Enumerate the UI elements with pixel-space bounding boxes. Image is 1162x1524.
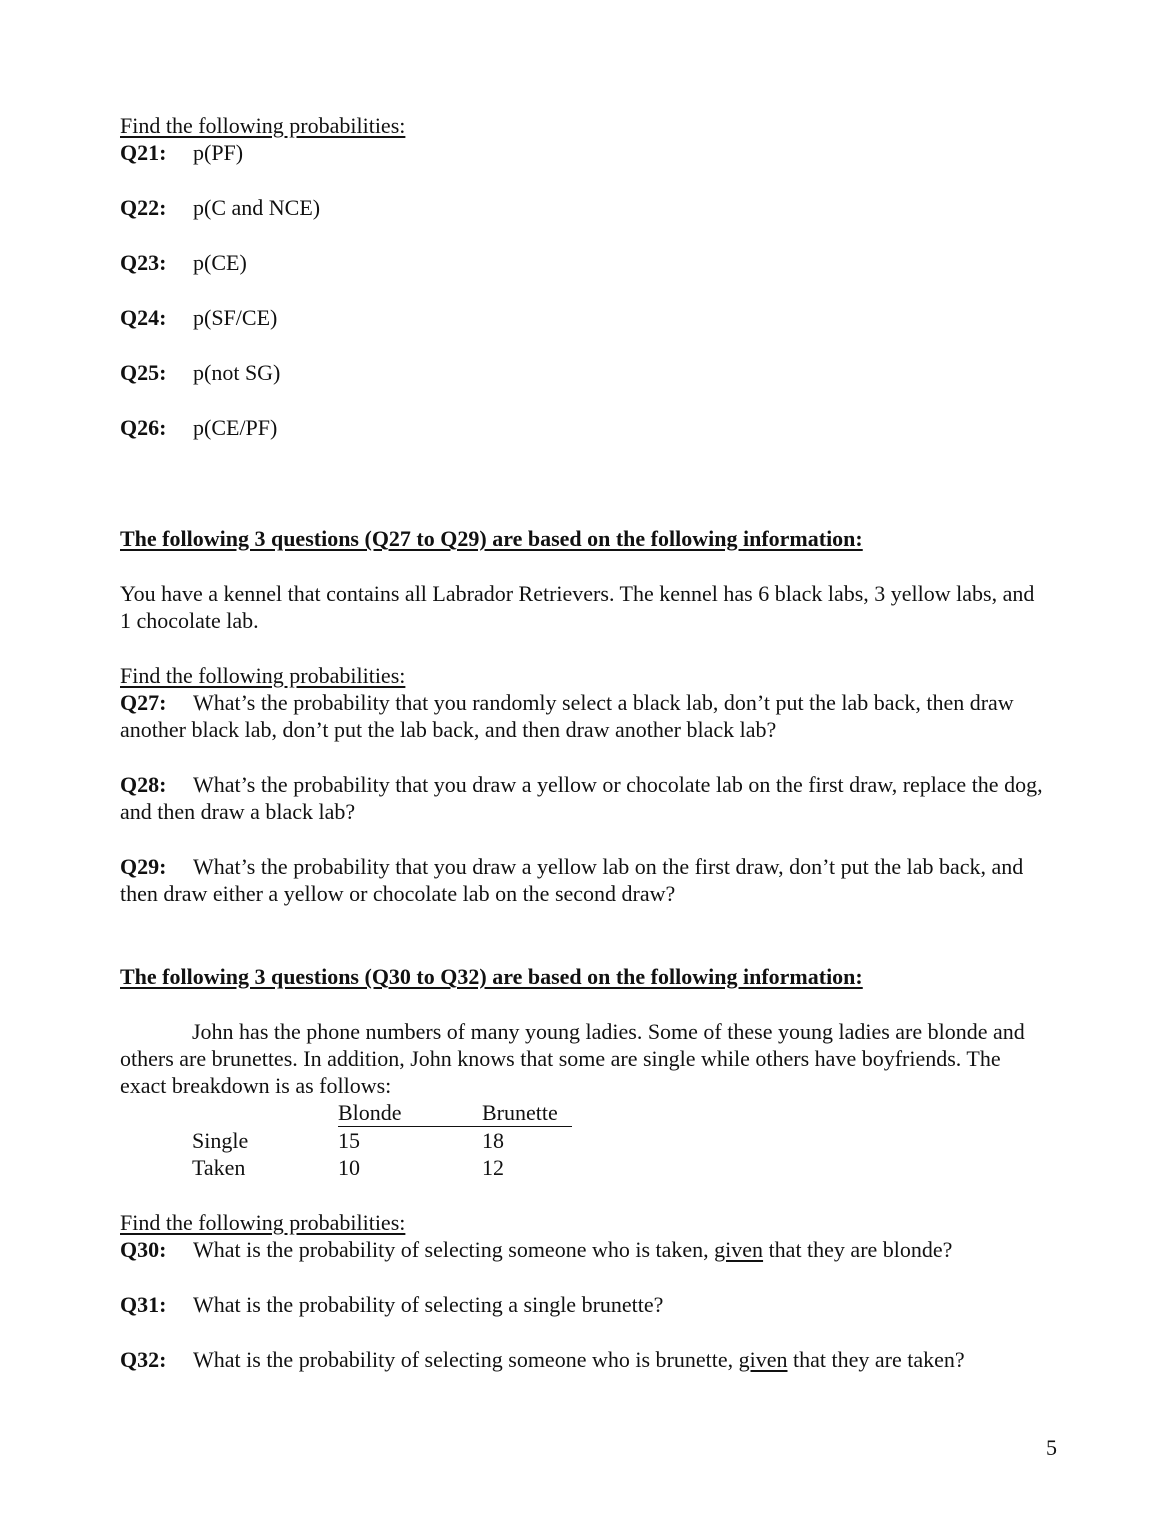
question-q29	[120, 853, 1045, 907]
question-label: Q30:	[120, 1237, 167, 1262]
find-probabilities-label: Find the following probabilities:	[120, 1210, 406, 1235]
question-q24	[120, 304, 1045, 331]
question-text: p(C and NCE)	[193, 195, 321, 220]
breakdown-table	[192, 1099, 572, 1181]
question-q25	[120, 359, 1045, 386]
question-q28	[120, 771, 1045, 825]
question-label: Q32:	[120, 1347, 167, 1372]
find-probabilities-label: Find the following probabilities:	[120, 113, 406, 138]
question-label: Q24:	[120, 305, 167, 330]
cell-taken-blonde: 10	[338, 1155, 360, 1180]
table-row	[192, 1127, 572, 1155]
kennel-intro-paragraph: You have a kennel that contains all Labrador Retrievers. The kennel has 6 black labs, 3 yellow labs, and 1 chocolate lab.	[120, 581, 1035, 633]
question-text: What’s the probability that you draw a yellow lab on the first draw, don’t put the lab back, and then draw either a yellow or chocolate lab on the second draw?	[120, 854, 1024, 906]
question-text: What’s the probability that you randomly select a black lab, don’t put the lab back, then draw another black lab, don’t put the lab back, and then draw another black lab?	[120, 690, 1014, 742]
question-text: p(CE)	[193, 250, 247, 275]
question-label: Q27:	[120, 690, 167, 715]
question-text: What is the probability of selecting a single brunette?	[193, 1292, 664, 1317]
table-row	[192, 1154, 572, 1181]
question-text-after: that they are taken?	[787, 1347, 965, 1372]
question-text: p(CE/PF)	[193, 415, 278, 440]
question-emphasis: given	[738, 1347, 788, 1372]
question-label: Q21:	[120, 140, 167, 165]
column-header-brunette: Brunette	[482, 1099, 572, 1127]
question-text-before: What is the probability of selecting someone who is brunette,	[193, 1347, 739, 1372]
question-text-before: What is the probability of selecting someone who is taken,	[193, 1237, 715, 1262]
cell-single-blonde: 15	[338, 1128, 360, 1153]
question-q23	[120, 249, 1045, 276]
question-emphasis: given	[714, 1237, 764, 1262]
question-q21	[120, 139, 1045, 166]
question-label: Q23:	[120, 250, 167, 275]
document-page	[120, 112, 1045, 1373]
question-text: p(PF)	[193, 140, 244, 165]
question-label: Q28:	[120, 772, 167, 797]
column-header-blonde: Blonde	[338, 1099, 482, 1127]
table-header-row	[192, 1099, 572, 1127]
john-intro-paragraph: John has the phone numbers of many young ladies. Some of these young ladies are blonde and others are brunettes. In addition, John knows that some are single while others have boyfriends. The exact breakdown is as follows:	[120, 1019, 1025, 1098]
question-text	[193, 1346, 1045, 1373]
question-label: Q31:	[120, 1292, 167, 1317]
table-corner-cell	[192, 1099, 338, 1127]
question-text	[193, 1236, 1045, 1263]
question-label: Q22:	[120, 195, 167, 220]
row-label-single: Single	[192, 1127, 249, 1153]
question-q32	[120, 1346, 1045, 1373]
cell-single-brunette: 18	[482, 1128, 504, 1153]
question-text: p(not SG)	[193, 360, 281, 385]
section-heading-q27-q29: The following 3 questions (Q27 to Q29) are based on the following information:	[120, 526, 863, 551]
row-label-taken: Taken	[192, 1155, 246, 1180]
question-q31	[120, 1291, 1045, 1318]
section-heading-q30-q32: The following 3 questions (Q30 to Q32) are based on the following information:	[120, 964, 863, 989]
question-label: Q25:	[120, 360, 167, 385]
find-probabilities-label: Find the following probabilities:	[120, 663, 406, 688]
question-q26	[120, 414, 1045, 441]
question-q22	[120, 194, 1045, 221]
question-q30	[120, 1236, 1045, 1263]
page-number: 5	[1046, 1435, 1057, 1460]
question-text: What’s the probability that you draw a yellow or chocolate lab on the first draw, replace the dog, and then draw a black lab?	[120, 772, 1043, 824]
question-label: Q26:	[120, 415, 167, 440]
cell-taken-brunette: 12	[482, 1155, 504, 1180]
question-text-after: that they are blonde?	[763, 1237, 953, 1262]
question-q27	[120, 689, 1045, 743]
question-label: Q29:	[120, 854, 167, 879]
question-text: p(SF/CE)	[193, 305, 278, 330]
